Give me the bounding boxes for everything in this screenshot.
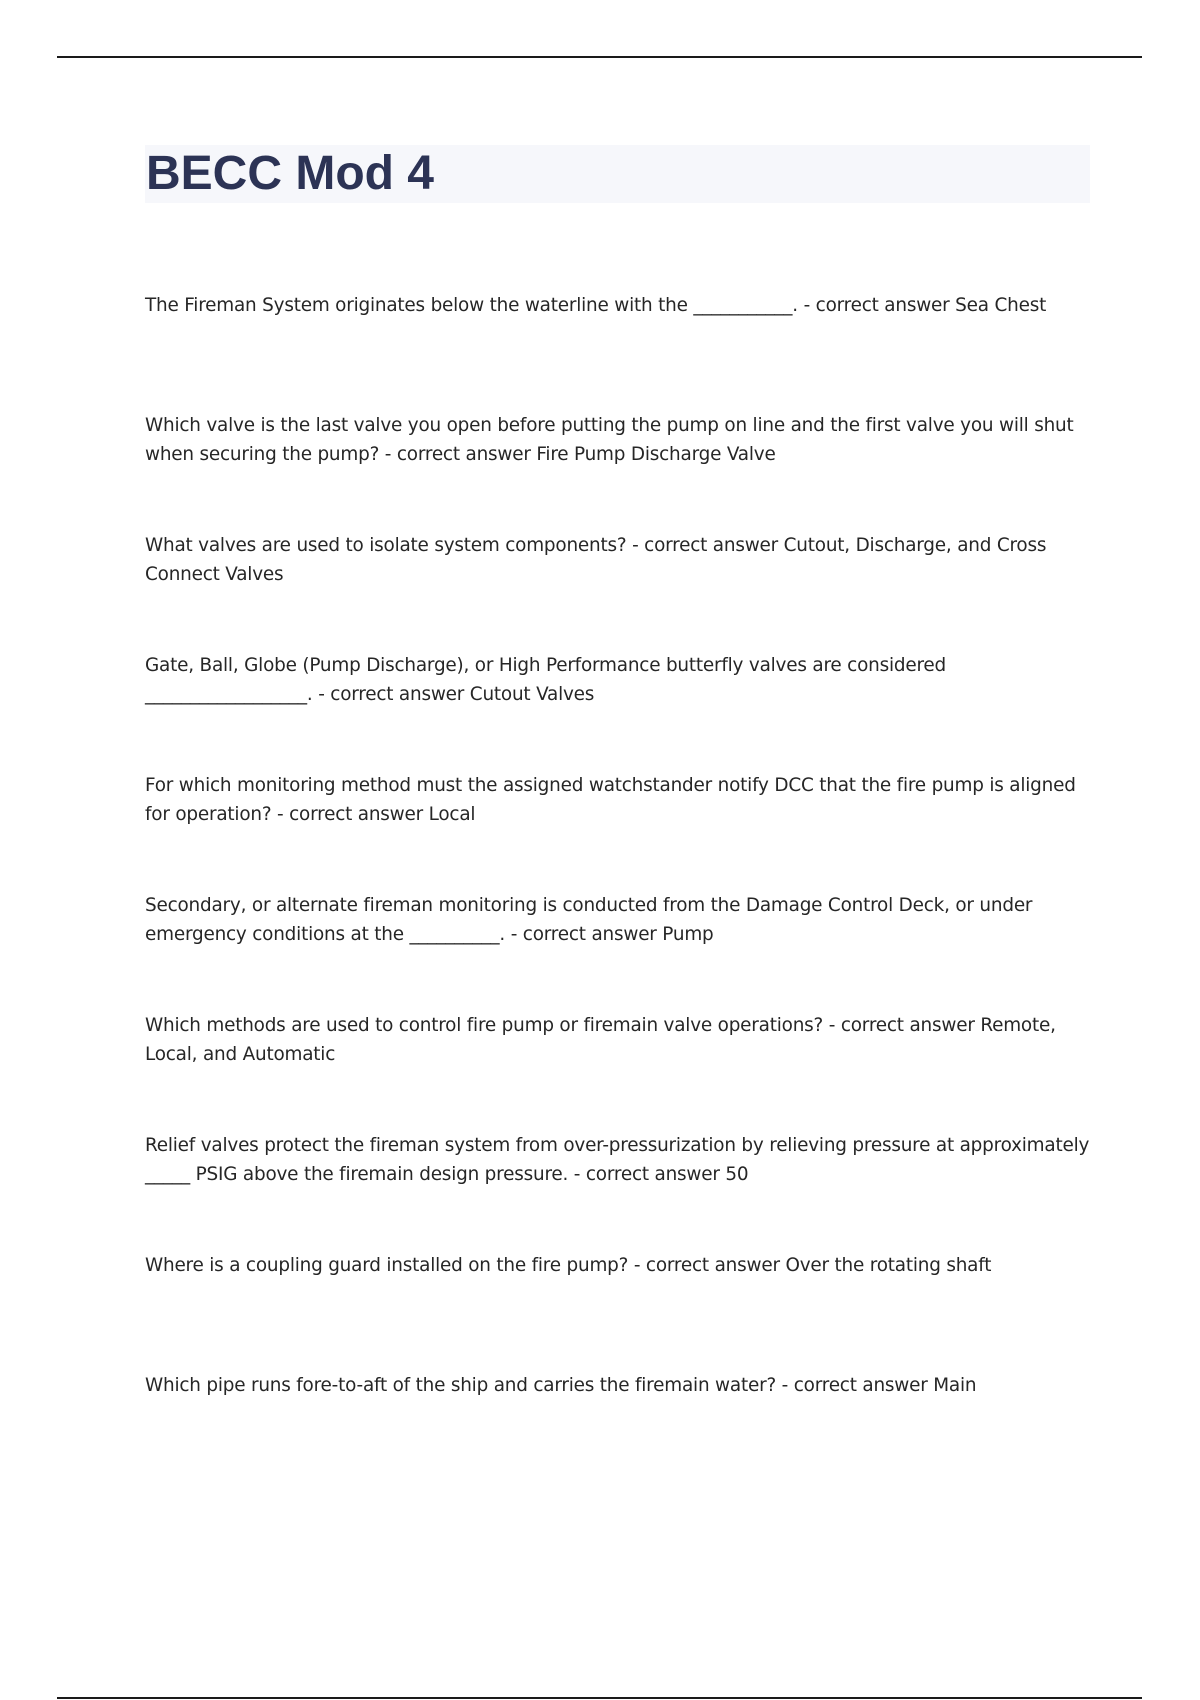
qa-item-8: Relief valves protect the fireman system from over-pressurization by relieving pressure at approximately _____ PSIG above the firemain design pressure. - correct answer 50: [145, 1135, 1090, 1185]
qa-item-1: The Fireman System originates below the waterline with the ___________. - correct answer Sea Chest: [145, 295, 1047, 316]
qa-item-6: Secondary, or alternate fireman monitoring is conducted from the Damage Control Deck, or under emergency conditions at the __________. - correct answer Pump: [145, 895, 1033, 945]
qa-item-7: Which methods are used to control fire pump or firemain valve operations? - correct answer Remote, Local, and Automatic: [145, 1015, 1056, 1065]
qa-item-5: For which monitoring method must the assigned watchstander notify DCC that the fire pump is aligned for operation? - correct answer Local: [145, 775, 1076, 825]
top-rule: [57, 56, 1142, 58]
bottom-rule: [57, 1697, 1142, 1699]
qa-item-9: Where is a coupling guard installed on the fire pump? - correct answer Over the rotating shaft: [145, 1255, 992, 1276]
qa-list: [145, 291, 1090, 1491]
qa-item-10: Which pipe runs fore-to-aft of the ship and carries the firemain water? - correct answer Main: [145, 1375, 977, 1396]
qa-item-3: What valves are used to isolate system components? - correct answer Cutout, Discharge, and Cross Connect Valves: [145, 535, 1047, 585]
qa-item-2: Which valve is the last valve you open before putting the pump on line and the first valve you will shut when securing the pump? - correct answer Fire Pump Discharge Valve: [145, 415, 1074, 465]
qa-item-4: Gate, Ball, Globe (Pump Discharge), or High Performance butterfly valves are considered __________________. - correct answer Cutout Valves: [145, 655, 947, 705]
document-title: BECC Mod 4: [146, 147, 434, 200]
